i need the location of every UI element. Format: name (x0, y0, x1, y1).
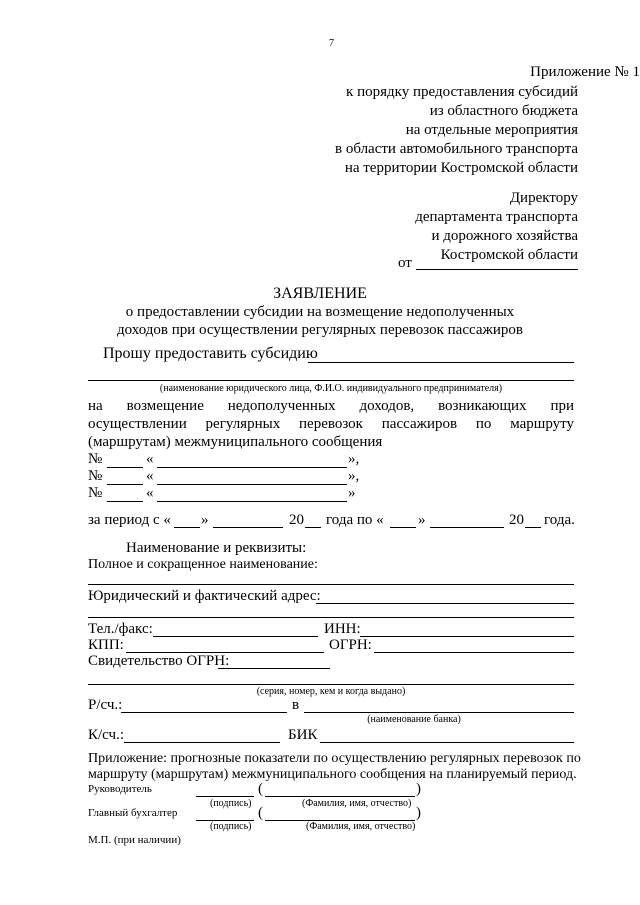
route-number-field[interactable] (107, 484, 143, 485)
cert-caption: (серия, номер, кем и когда выдано) (256, 686, 406, 697)
ogrn-cert-details-field[interactable] (88, 684, 574, 685)
appendix-line: на отдельные мероприятия (405, 122, 578, 138)
period-start-day-field[interactable] (174, 527, 200, 528)
chief-accountant-label: Главный бухгалтер (88, 807, 178, 819)
period-start-month-field[interactable] (213, 527, 283, 528)
quote-open: « (146, 485, 154, 501)
appendix-line: в области автомобильного транспорта (334, 141, 578, 157)
corr-account-field[interactable] (124, 742, 280, 743)
attachment-note: Приложение: прогнозные показатели по осуществлению регулярных перевозок по (88, 751, 581, 766)
quote-open: « (146, 451, 154, 467)
corr-account-label: К/сч.: (88, 727, 124, 743)
inn-field[interactable] (360, 636, 574, 637)
phone-field[interactable] (153, 636, 318, 637)
subsidy-amount-field[interactable] (308, 362, 574, 363)
full-name-label: Полное и сокращенное наименование: (88, 557, 318, 572)
route-name-field[interactable] (157, 501, 347, 502)
bik-label: БИК (288, 727, 318, 743)
purpose-paragraph-line: (маршрутам) межмуниципального сообщения (88, 434, 383, 450)
year-prefix: 20 (509, 512, 524, 528)
quote-close: », (348, 451, 360, 467)
period-end-month-field[interactable] (430, 527, 504, 528)
bank-name-field[interactable] (304, 712, 574, 713)
bank-caption: (наименование банка) (367, 714, 461, 725)
ogrn-field[interactable] (374, 652, 574, 653)
route-number-field[interactable] (107, 501, 143, 502)
route-name-field[interactable] (157, 484, 347, 485)
signature-caption: (подпись) (210, 821, 252, 832)
addressee-line: Директору (509, 190, 578, 206)
signature-caption: (подпись) (210, 798, 252, 809)
purpose-paragraph-line: осуществлении регулярных перевозок пассажиров по маршруту (88, 416, 574, 432)
appendix-line: на территории Костромской области (344, 160, 578, 176)
route-number-label: № (88, 468, 103, 484)
address-field[interactable] (316, 603, 574, 604)
period-end-year-field[interactable] (525, 527, 541, 528)
quote-close: » (418, 512, 426, 528)
head-label: Руководитель (88, 783, 152, 795)
ogrn-label: ОГРН: (329, 637, 372, 653)
route-name-field[interactable] (157, 467, 347, 468)
account-field[interactable] (121, 712, 287, 713)
name-caption: (Фамилия, имя, отчество) (306, 821, 416, 832)
paren-open: ( (258, 805, 263, 821)
from-label: от (398, 255, 412, 271)
entity-name-field[interactable] (88, 380, 574, 381)
stamp-label: М.П. (при наличии) (88, 834, 181, 846)
quote-open: « (146, 468, 154, 484)
period-start-year-field[interactable] (305, 527, 321, 528)
paren-open: ( (258, 781, 263, 797)
phone-label: Тел./факс: (88, 621, 153, 637)
route-number-label: № (88, 451, 103, 467)
addressee-line: и дорожного хозяйства (431, 228, 578, 244)
attachment-note: маршруту (маршрутам) межмуниципального сообщения на планируемый период. (88, 767, 577, 782)
paren-close: ) (416, 805, 421, 821)
ogrn-cert-field[interactable] (218, 668, 330, 669)
page-number: 7 (329, 38, 334, 49)
route-number-label: № (88, 485, 103, 501)
addressee-line: департамента транспорта (415, 209, 578, 225)
inn-label: ИНН: (324, 621, 361, 637)
addressee-line: Костромской области (440, 247, 578, 263)
account-label: Р/сч.: (88, 697, 123, 713)
quote-close: » (201, 512, 209, 528)
bik-field[interactable] (320, 742, 574, 743)
quote-close: » (348, 485, 356, 501)
appendix-line: Приложение № 1 (530, 64, 640, 80)
document-title: ЗАЯВЛЕНИЕ (273, 285, 367, 302)
kpp-label: КПП: (88, 637, 124, 653)
bank-in-label: в (292, 697, 300, 713)
purpose-paragraph-line: на возмещение недополученных доходов, возникающих при (88, 398, 574, 414)
route-number-field[interactable] (107, 467, 143, 468)
ogrn-cert-label: Свидетельство ОГРН: (88, 653, 230, 669)
paren-close: ) (416, 781, 421, 797)
entity-caption: (наименование юридического лица, Ф.И.О. индивидуального предпринимателя) (159, 383, 503, 394)
address-field-2[interactable] (88, 617, 574, 618)
full-name-field[interactable] (88, 584, 574, 585)
head-signature-field[interactable] (196, 796, 254, 797)
quote-close: », (348, 468, 360, 484)
period-end-label: года. (544, 512, 575, 528)
request-label: Прошу предоставить субсидию (103, 345, 318, 362)
period-to-label: года по « (326, 512, 384, 528)
head-name-field[interactable] (265, 796, 415, 797)
document-subtitle: о предоставлении субсидии на возмещение недополученных (125, 304, 515, 320)
name-caption: (Фамилия, имя, отчество) (302, 798, 412, 809)
period-end-day-field[interactable] (390, 527, 416, 528)
period-label: за период с « (88, 512, 171, 528)
requisites-heading: Наименование и реквизиты: (126, 540, 307, 556)
appendix-line: из областного бюджета (429, 103, 578, 119)
appendix-line: к порядку предоставления субсидий (346, 84, 578, 100)
year-prefix: 20 (289, 512, 304, 528)
document-subtitle: доходов при осуществлении регулярных перевозок пассажиров (117, 322, 523, 338)
address-label: Юридический и фактический адрес: (88, 588, 321, 604)
from-field[interactable] (416, 269, 578, 270)
